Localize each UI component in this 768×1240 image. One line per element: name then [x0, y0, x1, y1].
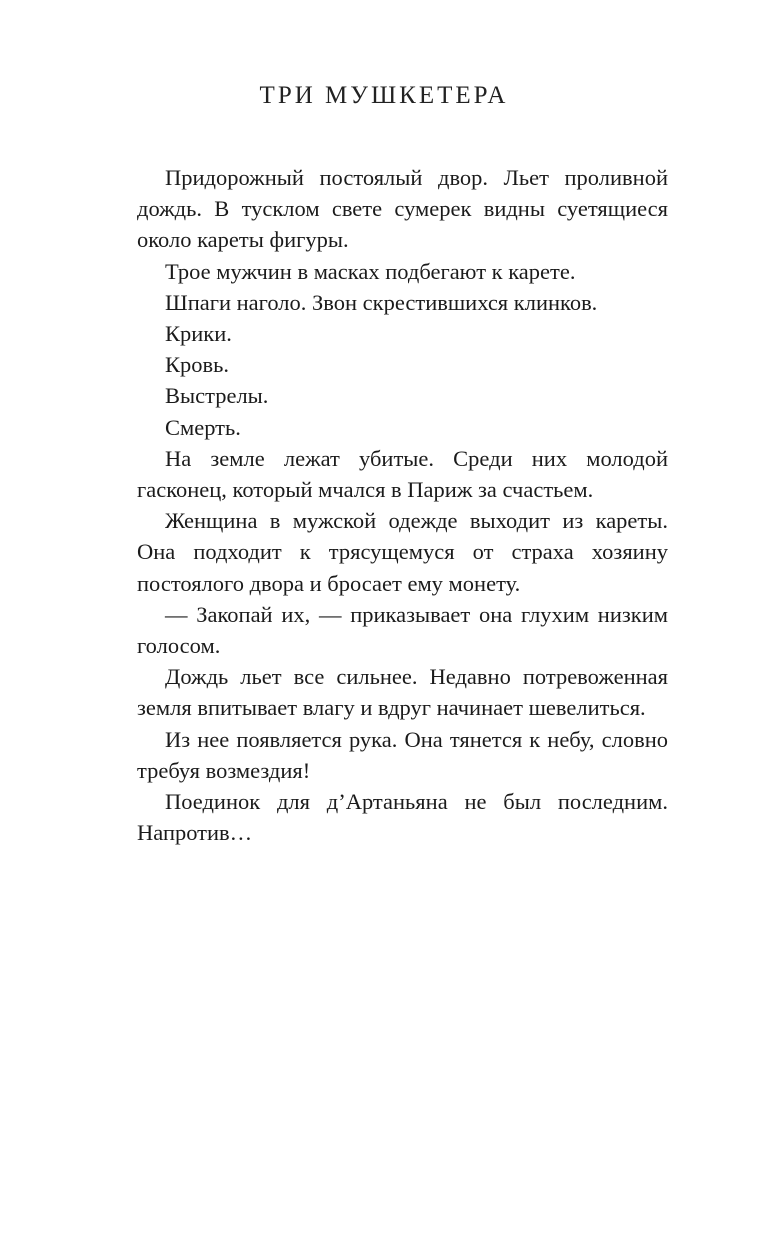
paragraph: Крики. — [165, 321, 232, 347]
paragraph: Женщина в мужской одежде выходит из кареты. Она подходит к трясущемуся от страха хозяину постоялого двора и бросает ему монету. — [137, 508, 668, 596]
paragraph: Смерть. — [165, 414, 241, 440]
paragraph: Из нее появляется рука. Она тянется к небу, словно требуя возмездия! — [137, 726, 668, 783]
paragraph: Дождь льет все сильнее. Недавно потревоженная земля впитывает влагу и вдруг начинает шевелиться. — [137, 664, 668, 721]
running-head-title: ТРИ МУШКЕТЕРА — [259, 82, 509, 109]
paragraph: Шпаги наголо. Звон скрестившихся клинков. — [165, 289, 598, 315]
paragraph: Поединок для д’Артаньяна не был последним. Напротив… — [137, 789, 668, 846]
paragraph: Трое мужчин в масках подбегают к карете. — [165, 258, 576, 284]
paragraph: На земле лежат убитые. Среди них молодой гасконец, который мчался в Париж за счастьем. — [137, 445, 668, 503]
paragraph: Выстрелы. — [165, 383, 269, 409]
paragraph: Кровь. — [165, 352, 230, 378]
paragraph: Придорожный постоялый двор. Льет проливной дождь. В тусклом свете сумерек видны суетящиеся около кареты фигуры. — [137, 165, 668, 253]
body-text — [137, 162, 668, 848]
paragraph: — Закопай их, — приказывает она глухим низким голосом. — [137, 601, 668, 659]
